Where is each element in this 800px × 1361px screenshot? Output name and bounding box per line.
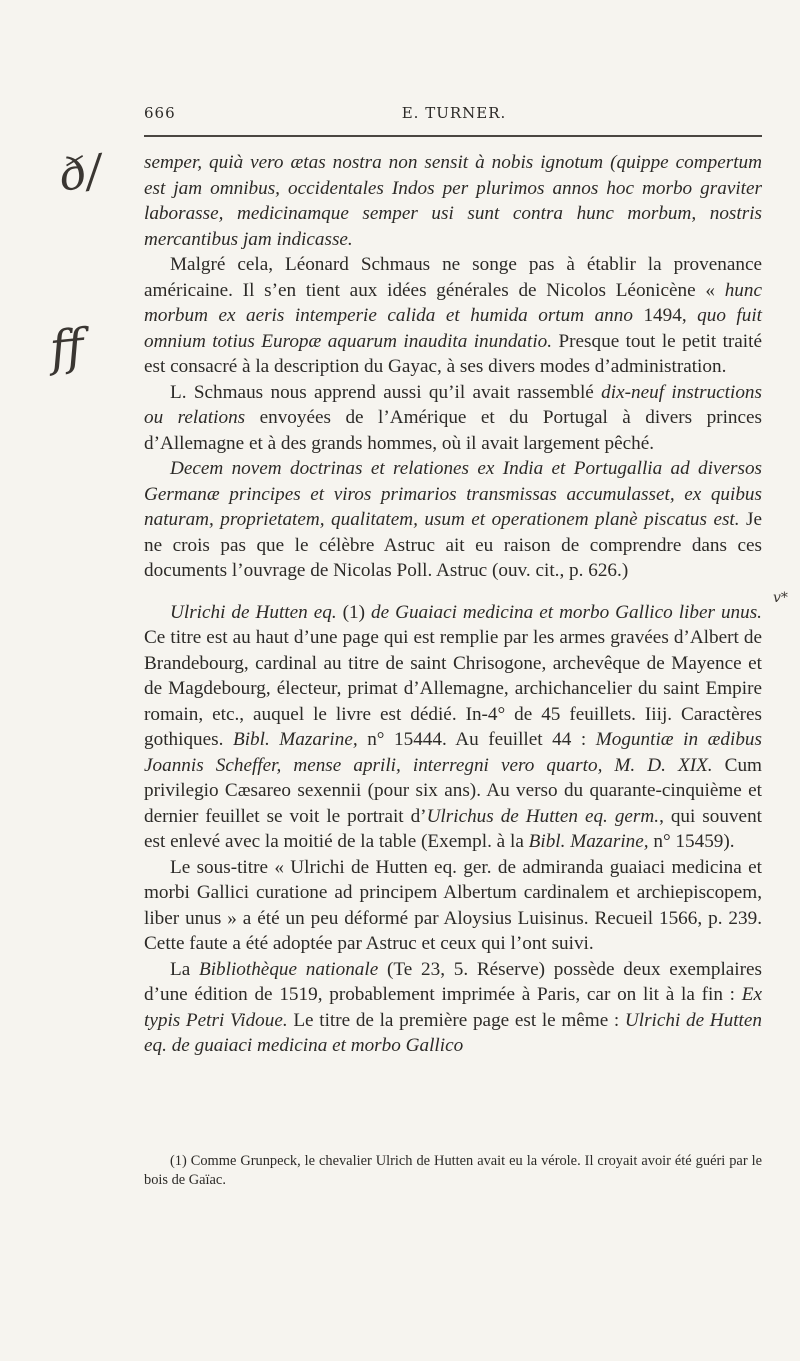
text-run: Le titre de la première page est le même : [287,1009,625,1031]
italic-term: dix-neuf instructions ou relations [144,381,762,428]
text-run: , qui souvent est enlevé avec la moitié de la table (Exempl. à la [144,805,762,852]
text-run: L. Schmaus nous apprend aussi qu’il avait rassemblé [170,381,602,403]
margin-annotation-top: ð/ [56,145,105,202]
library-name: Bibl. Mazarine, [528,831,649,852]
latin-quote: Decem novem doctrinas et relationes ex India et Portugallia ad diversos Germanæ principes et viros primarios transmissas accumulasset, ex quibus naturam, proprietatem, qualitatem, usum et operationem planè piscatus est. [144,458,762,530]
text-run: 1494, [632,305,698,326]
paragraph-2 [144,252,762,380]
text-run: Presque tout le petit traité est consacré à la description du Gayac, à ses divers modes d’administration. [144,330,762,377]
text-run: La [170,958,199,980]
latin-quote: quo fuit omnium totius Europæ aquarum inaudita inundatio. [144,305,763,352]
paragraph-5 [144,600,762,855]
footnote-ref: (1) [336,601,371,623]
paragraph-6 [144,855,762,957]
library-name: Bibl. Mazarine, [232,729,358,750]
portrait-title: Ulrichus de Hutten eq. germ. [426,805,660,827]
text-run: Le sous-titre « Ulrichi de Hutten eq. ger. de admiranda guaiaci medicina et morbi Gallici curatione ad principem Albertum cardinalem et archiepiscopem, liber unus » a été un peu déformé par Aloysius Luisinus. Recueil 1566, p. 239. Cette faute a été adoptée par Astruc et ceux qui l’ont suivi. [144,856,762,954]
text-run: (Te 23, 5. Réserve) possède deux exemplaires d’une édition de 1519, probablement imprimée à Paris, car on lit à la fin : [144,958,762,1005]
page-header [144,104,762,128]
book-title: de Guaiaci medicina et morbo Gallico liber unus. [371,601,762,623]
header-rule [144,135,762,137]
running-title: E. TURNER. [401,104,507,122]
book-title: Ulrichi de Hutten eq. de guaiaci medicina et morbo Gallico [144,1009,763,1056]
margin-annotation-right: v* [773,590,788,606]
footnote-text: (1) Comme Grunpeck, le chevalier Ulrich de Hutten avait eu la vérole. Il croyait avoir été guéri par le bois de Gaïac. [144,1153,762,1188]
text-run: Je ne crois pas que le célèbre Astruc ait eu raison de comprendre dans ces documents l’ouvrage de Nicolas Poll. Astruc (ouv. cit., p. 626.) [144,509,762,581]
footnote [144,1152,762,1190]
colophon: Moguntiæ in ædibus Joannis Scheffer, mense aprili, interregni vero quarto, M. D. XIX. [144,729,762,776]
page-number: 666 [144,104,176,122]
margin-annotation-middle: ff [47,318,87,378]
text-run: Ce titre est au haut d’une page qui est remplie par les armes gravées d’Albert de Brandebourg, cardinal au titre de saint Chrisogone, archevêque de Mayence et de Magdebourg, électeur, primat d’Allemagne, archichancelier du saint Empire romain, etc., auquel le livre est dédié. In-4° de 45 feuillets. Iiij. Caractères gothiques. [144,627,762,750]
text-run: n° 15459). [648,831,735,852]
text-run: n° 15444. Au feuillet 44 : [357,729,596,750]
book-title: Ulrichi de Hutten eq. [170,601,337,623]
paragraph-4 [144,456,762,584]
library-name: Bibliothèque nationale [198,958,379,980]
text-run: Malgré cela, Léonard Schmaus ne songe pas à établir la provenance américaine. Il s’en tient aux idées générales de Nicolos Léonicène « [144,254,762,301]
printer-name: Ex typis Petri Vidoue. [144,984,762,1031]
latin-quote: semper, quià vero ætas nostra non sensit à nobis ignotum (quippe compertum est jam omnibus, occidentales Indos per plurimos annos hoc morbo graviter laborasse, medicinamque semper usi sunt contra hunc morbum, nostris mercantibus jam indicasse. [144,152,762,250]
latin-quote: hunc morbum ex aeris intemperie calida et humida ortum anno [144,279,762,326]
main-text [144,150,762,1059]
paragraph-1 [144,150,762,252]
paragraph-7 [144,957,762,1059]
text-run: Cum privilegio Cæsareo sexennii (pour six ans). Au verso du quarante-cinquième et dernier feuillet se voit le portrait d’ [144,754,762,827]
text-run: envoyées de l’Amérique et du Portugal à divers princes d’Allemagne et à des grands hommes, où il avait largement pêché. [144,407,762,454]
paragraph-3 [144,380,762,457]
